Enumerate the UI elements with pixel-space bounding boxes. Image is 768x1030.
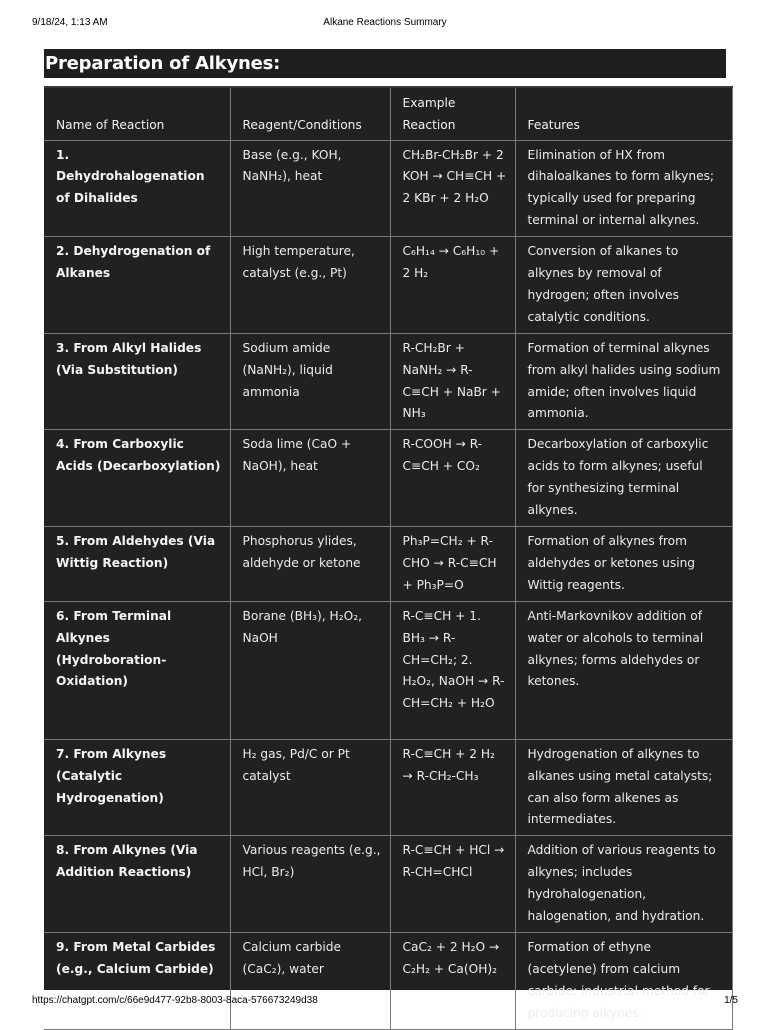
print-header	[32, 17, 738, 31]
cell-name: 7. From Alkynes (Catalytic Hydrogenation)	[44, 739, 230, 836]
cell-features: Hydrogenation of alkynes to alkanes using metal catalysts; can also form alkenes as intermediates.	[515, 739, 732, 836]
cell-example: R-C≡CH + 1. BH₃ → R-CH=CH₂; 2. H₂O₂, NaOH → R-CH=CH₂ + H₂O	[390, 601, 515, 739]
cell-example: R-C≡CH + 2 H₂ → R-CH₂-CH₃	[390, 739, 515, 836]
table-row	[44, 333, 732, 430]
print-datetime: 9/18/24, 1:13 AM	[32, 17, 108, 28]
table-row	[44, 527, 732, 602]
cell-reagent: H₂ gas, Pd/C or Pt catalyst	[230, 739, 390, 836]
cell-features: Decarboxylation of carboxylic acids to form alkynes; useful for synthesizing terminal alkynes.	[515, 430, 732, 527]
cell-features: Formation of alkynes from aldehydes or ketones using Wittig reagents.	[515, 527, 732, 602]
section-heading	[44, 49, 726, 78]
cell-name: 4. From Carboxylic Acids (Decarboxylation)	[44, 430, 230, 527]
cell-reagent: Base (e.g., KOH, NaNH₂), heat	[230, 140, 390, 237]
reactions-table	[44, 88, 733, 1030]
table-row	[44, 836, 732, 933]
cell-reagent: Sodium amide (NaNH₂), liquid ammonia	[230, 333, 390, 430]
cell-name: 5. From Aldehydes (Via Wittig Reaction)	[44, 527, 230, 602]
table-header-row	[44, 88, 732, 140]
cell-example: R-C≡CH + HCl → R-CH=CHCl	[390, 836, 515, 933]
cell-name: 3. From Alkyl Halides (Via Substitution)	[44, 333, 230, 430]
cell-example: C₆H₁₄ → C₆H₁₀ + 2 H₂	[390, 237, 515, 334]
header-name: Name of Reaction	[44, 88, 230, 140]
table-row	[44, 601, 732, 739]
cell-name: 8. From Alkynes (Via Addition Reactions)	[44, 836, 230, 933]
cell-reagent: Various reagents (e.g., HCl, Br₂)	[230, 836, 390, 933]
cell-reagent: Borane (BH₃), H₂O₂, NaOH	[230, 601, 390, 739]
print-page-number: 1/5	[724, 995, 738, 1006]
cell-example: R-COOH → R-C≡CH + CO₂	[390, 430, 515, 527]
cell-name: 1. Dehydrohalogenation of Dihalides	[44, 140, 230, 237]
cell-features: Anti-Markovnikov addition of water or alcohols to terminal alkynes; forms aldehydes or ketones.	[515, 601, 732, 739]
cell-name: 6. From Terminal Alkynes (Hydroboration-Oxidation)	[44, 601, 230, 739]
cell-reagent: High temperature, catalyst (e.g., Pt)	[230, 237, 390, 334]
cell-features: Formation of ethyne (acetylene) from calcium carbide; industrial method for producing alkynes.	[515, 932, 732, 1029]
section-title: Preparation of Alkynes:	[45, 53, 281, 74]
cell-example: CaC₂ + 2 H₂O → C₂H₂ + Ca(OH)₂	[390, 932, 515, 1029]
cell-example: Ph₃P=CH₂ + R-CHO → R-C≡CH + Ph₃P=O	[390, 527, 515, 602]
cell-features: Addition of various reagents to alkynes; includes hydrohalogenation, halogenation, and hydration.	[515, 836, 732, 933]
cell-reagent: Calcium carbide (CaC₂), water	[230, 932, 390, 1029]
cell-example: R-CH₂Br + NaNH₂ → R-C≡CH + NaBr + NH₃	[390, 333, 515, 430]
cell-reagent: Soda lime (CaO + NaOH), heat	[230, 430, 390, 527]
cell-features: Formation of terminal alkynes from alkyl halides using sodium amide; often involves liquid ammonia.	[515, 333, 732, 430]
cell-name: 2. Dehydrogenation of Alkanes	[44, 237, 230, 334]
cell-example: CH₂Br-CH₂Br + 2 KOH → CH≡CH + 2 KBr + 2 H₂O	[390, 140, 515, 237]
cell-features: Elimination of HX from dihaloalkanes to form alkynes; typically used for preparing terminal or internal alkynes.	[515, 140, 732, 237]
print-footer	[32, 995, 738, 1009]
table-row	[44, 430, 732, 527]
cell-features: Conversion of alkanes to alkynes by removal of hydrogen; often involves catalytic conditions.	[515, 237, 732, 334]
header-example: Example Reaction	[390, 88, 515, 140]
cell-name: 9. From Metal Carbides (e.g., Calcium Carbide)	[44, 932, 230, 1029]
print-url[interactable]: https://chatgpt.com/c/66e9d477-92b8-8003-8aca-576673249d38	[32, 995, 318, 1006]
header-reagent: Reagent/Conditions	[230, 88, 390, 140]
table-row	[44, 932, 732, 1029]
print-title: Alkane Reactions Summary	[323, 17, 447, 28]
header-features: Features	[515, 88, 732, 140]
cell-reagent: Phosphorus ylides, aldehyde or ketone	[230, 527, 390, 602]
table-row	[44, 237, 732, 334]
table-row	[44, 739, 732, 836]
table-row	[44, 140, 732, 237]
